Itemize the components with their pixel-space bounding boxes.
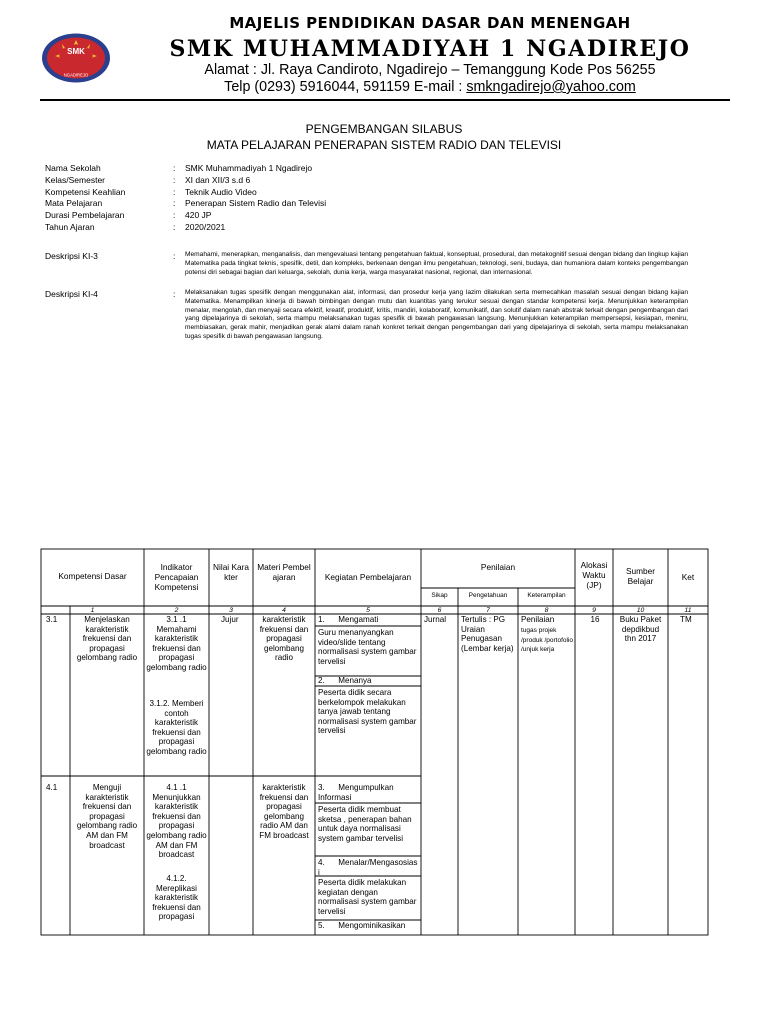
logo-text-bottom: NGADIREJO bbox=[63, 72, 89, 78]
keterangan-value: TM bbox=[680, 615, 692, 624]
deskripsi-ki3-colon: : bbox=[173, 251, 176, 261]
school-phone: Telp (0293) 5916044, 591159 E-mail : bbox=[224, 79, 467, 95]
col-number: 6 bbox=[437, 607, 442, 614]
kegiatan-step-title: 4. Menalar/Mengasosiasi bbox=[318, 858, 418, 877]
identity-colon: : bbox=[173, 186, 176, 197]
col-header-ket: Ket bbox=[681, 572, 695, 582]
logo-text-top: SMK bbox=[67, 47, 85, 56]
ipk-item: 4.1.2. Mereplikasi karakteristik frekuensi dan propagasi bbox=[152, 874, 201, 922]
sumber-belajar-value: Buku Paket depdikbud thn 2017 bbox=[619, 615, 662, 644]
col-number: 5 bbox=[366, 607, 370, 614]
identity-value: Teknik Audio Video bbox=[185, 186, 257, 197]
identity-colon: : bbox=[173, 222, 176, 232]
identity-value: Penerapan Sistem Radio dan Televisi bbox=[185, 198, 327, 209]
col-header-indikator: Indikator Pencapaian Kompetensi bbox=[154, 562, 199, 592]
col-number: 4 bbox=[282, 607, 286, 614]
col-header-materi: Materi Pembelajaran bbox=[257, 562, 311, 582]
kd-text: Menguji karakteristik frekuensi dan propagasi gelombang radio AM dan FM broadcast bbox=[76, 783, 138, 850]
penilaian-pengetahuan: Tertulis : PG Uraian Penugasan (Lembar kerja) bbox=[461, 615, 514, 653]
kd-number: 3.1 bbox=[46, 615, 58, 624]
deskripsi-ki4-text: Melaksanakan tugas spesifik dengan menggunakan alat, informasi, dan prosedur kerja yang lazim dilakukan serta memecahkan masalah sesuai dengan bidang kajian Matematika. Menampilkan kinerja di bawah bimbingan dengan mutu dan kuantitas yang terukur sesuai dengan standar kompetensi kerja. Menunjukkan keterampilan menalar, mengolah, dan menyaji secara efektif, kreatif, produktif, kritis, mandiri, kolaboratif, komunikatif, dan solutif dalam ranah abstrak terkait dengan pengembangan dari yang dipelajarinya di sekolah, serta mampu melaksanakan tugas spesifik di bawah pengawasan langsung. Menunjukkan keterampilan mempersepsi, kesiapan, meniru, membiasakan, gerak mahir, menjadikan gerak alami dalam ranah konkret terkait dengan pengembangan dari yang dipelajarinya di sekolah, serta mampu melaksanakan tugas spesifik di bawah pengawasan langsung. bbox=[185, 289, 688, 340]
col-number: 10 bbox=[636, 607, 645, 614]
penilaian-keterampilan-text: tugas projek /produk /portofolio /unjuk kerja bbox=[521, 627, 574, 654]
col-header-penilaian: Penilaian bbox=[480, 562, 516, 572]
col-number: 11 bbox=[684, 607, 692, 614]
penilaian-keterampilan-title: Penilaian bbox=[521, 615, 555, 624]
deskripsi-ki4-colon: : bbox=[173, 289, 176, 299]
deskripsi-ki3-text: Memahami, menerapkan, menganalisis, dan mengevaluasi tentang pengetahuan faktual, konseptual, prosedural, dan metakognitif sesuai dengan bidang dan lingkup kajian Matematika pada tingkat teknis, spesifik, detil, dan kompleks, berkenaan dengan ilmu pengetahuan, teknologi, seni, budaya, dan humaniora dalam konteks pengembangan potensi diri sebagai bagian dari keluarga, sekolah, dunia kerja, warga masyarakat nasional, regional, dan internasional. bbox=[185, 251, 688, 276]
col-number: 3 bbox=[229, 607, 233, 614]
identity-colon: : bbox=[173, 198, 176, 209]
col-header-kegiatan: Kegiatan Pembelajaran bbox=[324, 572, 412, 582]
identity-label: Mata Pelajaran bbox=[45, 198, 103, 209]
col-header-kompetensi-dasar: Kompetensi Dasar bbox=[58, 571, 127, 581]
kegiatan-step-title: 5. Mengominikasikan bbox=[318, 921, 406, 930]
deskripsi-ki4-label: Deskripsi KI-4 bbox=[45, 289, 98, 299]
identity-label: Kelas/Semester bbox=[45, 174, 105, 185]
identity-value: 420 JP bbox=[185, 210, 212, 221]
letterhead-line1: MAJELIS PENDIDIKAN DASAR DAN MENENGAH bbox=[229, 14, 631, 32]
ipk-item: 3.1 .1 Memahami karakteristik frekuensi dan propagasi gelombang radio bbox=[146, 615, 207, 672]
col-header-sikap: Sikap bbox=[431, 592, 448, 599]
school-name: SMK MUHAMMADIYAH 1 NGADIREJO bbox=[169, 36, 691, 62]
col-header-nilai-karakter: Nilai Karakter bbox=[213, 562, 249, 582]
col-number: 7 bbox=[486, 607, 490, 614]
kd-text: Menjelaskan karakteristik frekuensi dan propagasi gelombang radio bbox=[76, 615, 138, 663]
kd-number: 4.1 bbox=[46, 783, 58, 792]
col-header-pengetahuan: Pengetahuan bbox=[468, 592, 508, 599]
identity-label: Nama Sekolah bbox=[45, 163, 101, 173]
school-email-link[interactable]: smkngadirejo@yahoo.com bbox=[466, 79, 636, 95]
nilai-karakter-value: Jujur bbox=[221, 615, 239, 624]
identity-colon: : bbox=[173, 163, 176, 173]
col-number: 1 bbox=[90, 607, 95, 614]
col-header-sumber-belajar: Sumber Belajar bbox=[625, 566, 656, 586]
school-address: Alamat : Jl. Raya Candiroto, Ngadirejo – Temanggung Kode Pos 56255 bbox=[204, 62, 656, 78]
col-number: 8 bbox=[544, 607, 549, 614]
deskripsi-ki3-label: Deskripsi KI-3 bbox=[45, 251, 98, 261]
alokasi-waktu-value: 16 bbox=[590, 615, 600, 624]
identity-value: XI dan XII/3 s.d 6 bbox=[185, 174, 251, 185]
kegiatan-step-text: Peserta didik secara berkelompok melakukan tanya jawab tentang normalisasi system gambar tervelisi bbox=[318, 688, 417, 736]
kegiatan-step-title: 3. Mengumpulkan Informasi bbox=[318, 783, 396, 802]
document-subtitle: MATA PELAJARAN PENERAPAN SISTEM RADIO DAN TELEVISI bbox=[206, 138, 562, 152]
col-number: 9 bbox=[592, 607, 596, 614]
identity-label: Kompetensi Keahlian bbox=[45, 186, 126, 197]
kegiatan-step-text: Peserta didik melakukan kegiatan dengan normalisasi system gambar tervelisi bbox=[318, 878, 417, 916]
identity-value: 2020/2021 bbox=[185, 222, 226, 232]
kegiatan-step-text: Peserta didik membuat sketsa , penerapan bahan untuk daya normalisasi system gambar tervelisi bbox=[318, 805, 412, 843]
col-header-alokasi-waktu: Alokasi Waktu (JP) bbox=[580, 560, 608, 590]
kegiatan-step-title: 2. Menanya bbox=[318, 676, 372, 685]
ipk-item: 3.1.2. Memberi contoh karakteristik frekuensi dan propagasi gelombang radio bbox=[146, 699, 207, 756]
kegiatan-step-text: Guru menanyangkan video/slide tentang normalisasi system gambar tervelisi bbox=[318, 628, 417, 666]
identity-value: SMK Muhammadiyah 1 Ngadirejo bbox=[185, 163, 313, 173]
col-number: 2 bbox=[174, 607, 179, 614]
kegiatan-step-title: 1. Mengamati bbox=[318, 615, 379, 624]
identity-label: Durasi Pembelajaran bbox=[45, 210, 125, 221]
ipk-item: 4.1 .1 Menunjukkan karakteristik frekuensi dan propagasi gelombang radio AM dan FM broadcast bbox=[146, 783, 207, 860]
identity-colon: : bbox=[173, 174, 176, 185]
document-title: PENGEMBANGAN SILABUS bbox=[305, 122, 463, 136]
materi-text: karakteristik frekuensi dan propagasi gelombang radio bbox=[259, 615, 309, 663]
penilaian-sikap: Jurnal bbox=[424, 615, 447, 624]
col-header-keterampilan: Keterampilan bbox=[527, 592, 566, 599]
identity-colon: : bbox=[173, 210, 176, 221]
materi-text: karakteristik frekuensi dan propagasi gelombang radio AM dan FM broadcast bbox=[259, 783, 309, 840]
identity-label: Tahun Ajaran bbox=[45, 222, 95, 232]
